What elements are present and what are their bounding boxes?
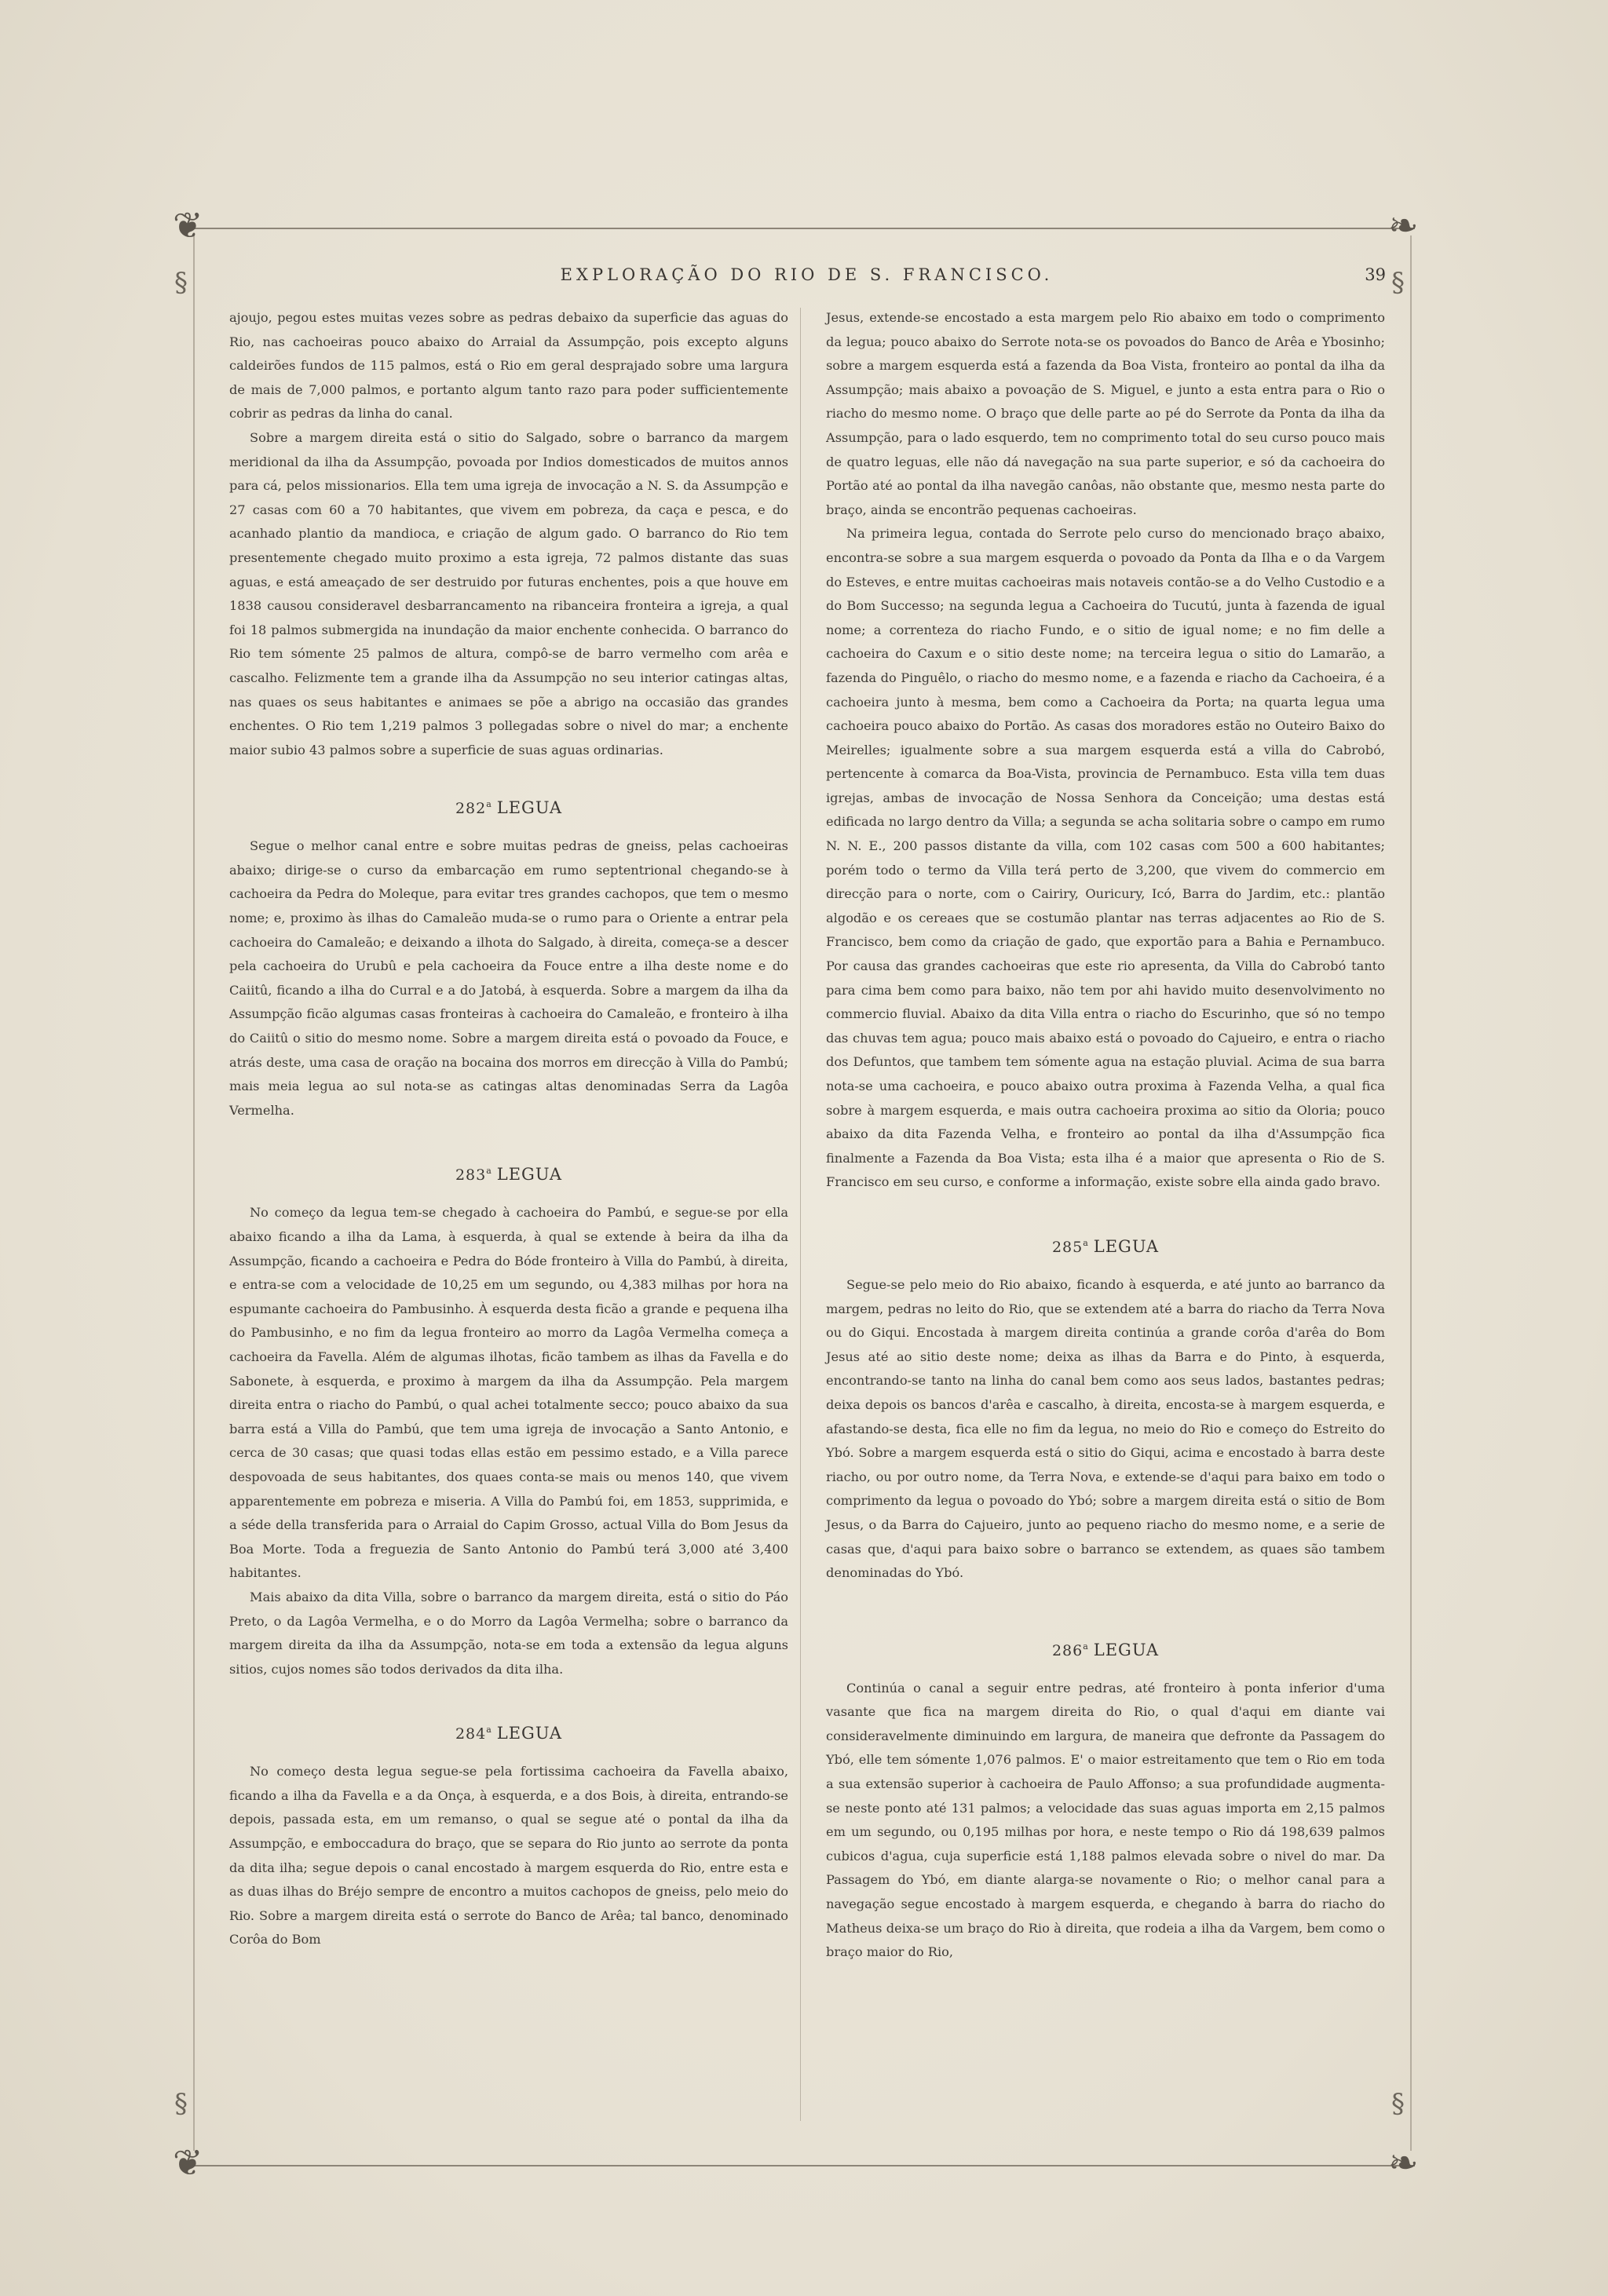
running-header: [228, 265, 1386, 297]
border-right-rule: [1410, 235, 1412, 2151]
paragraph: Segue-se pelo meio do Rio abaixo, ficando à esquerda, e até junto ao barranco da margem, pedras no leito do Rio, que se extendem até a barra do riacho da Terra Nova ou do Giqui. Encostada à margem direita continúa a grande corôa d'arêa do Bom Jesus até ao sitio deste nome; deixa as ilhas da Barra e do Pinto, à esquerda, encontrando-se tanto na linha do canal bem como aos seus lados, bastantes pedras; deixa depois os bancos d'arêa e cascalho, à direita, encosta-se à margem esquerda, e afastando-se desta, fica elle no fim da legua, no meio do Rio e começo do Estreito do Ybó. Sobre a margem esquerda está o sitio do Giqui, acima e encostado à barra deste riacho, ou por outro nome, da Terra Nova, e extende-se d'aqui para baixo em todo o comprimento da legua o povoado do Ybó; sobre a margem direita está o sitio de Bom Jesus, o da Barra do Cajueiro, junto ao pequeno riacho do mesmo nome, e a serie de casas que, d'aqui para baixo sobre o barranco se extendem, as quaes são tambem denominadas do Ybó.: [826, 1276, 1385, 1581]
section-heading-283: 283$^a$ LEGUA: [455, 1165, 563, 1185]
section-heading-282: 282$^a$ LEGUA: [455, 798, 563, 818]
corner-flourish-icon: ❦: [173, 204, 203, 246]
page-number: 39: [1365, 265, 1386, 284]
paragraph: No começo desta legua segue-se pela fortissima cachoeira da Favella abaixo, ficando a ilha da Favella e a da Onça, à esquerda, e a dos Bois, à direita, entrando-se depois, passada esta, em um remanso, o qual se segue até o pontal da ilha da Assumpção, e emboccadura do braço, que se separa do Rio junto ao serrote da ponta da dita ilha; segue depois o canal encostado à margem esquerda do Rio, entre esta e as duas ilhas do Bréjo sempre de encontro a muitos cachopos de gneiss, pelo meio do Rio. Sobre a margem direita está o serrote do Banco de Arêa; tal banco, denominado Corôa do Bom: [229, 1764, 788, 1947]
paragraph: Sobre a margem direita está o sitio do Salgado, sobre o barranco da margem meridional da ilha da Assumpção, povoada por Indios domesticados de muitos annos para cá, pelos missionarios. Ella tem uma igreja de invocação a N. S. da Assumpção e 27 casas com 60 a 70 habitantes, que vivem em pobreza, da caça e pesca, e do acanhado plantio da mandioca, e criação de algum gado. O barranco do Rio tem presentemente chegado muito proximo a esta igreja, 72 palmos distante das suas aguas, e está ameaçado de ser destruido por futuras enchentes, pois a que houve em 1838 causou consideravel desbarrancamento na ribanceira fronteira a igreja, a qual foi 18 palmos submergida na inundação da maior enchente conhecida. O barranco do Rio tem sómente 25 palmos de altura, compô-se de barro vermelho com arêa e cascalho. Felizmente tem a grande ilha da Assumpção no seu interior catingas altas, nas quaes os seus habitantes e animaes se põe a abrigo na occasião das grandes enchentes. O Rio tem 1,219 palmos 3 pollegadas sobre o nivel do mar; a enchente maior subio 43 palmos sobre a superficie de suas aguas ordinarias.: [229, 429, 788, 757]
paragraph: Continúa o canal a seguir entre pedras, até fronteiro à ponta inferior d'uma vasante que fica na margem direita do Rio, o qual d'aqui em diante vai consideravelmente diminuindo em largura, de maneira que defronte da Passagem do Ybó, elle tem sómente 1,076 palmos. E' o maior estreitamento que tem o Rio em toda a sua extensão superior à cachoeira de Paulo Affonso; a sua profundidade augmenta-se neste ponto até 131 palmos; a velocidade das suas aguas importa em 2,15 palmos em um segundo, ou 0,195 milhas por hora, e neste tempo o Rio dá 198,639 palmos cubicos d'agua, cuja superficie está 1,188 palmos elevada sobre o nivel do mar. Da Passagem do Ybó, em diante alarga-se novamente o Rio; o melhor canal para a navegação segue encostado à margem esquerda, e chegando à barra do riacho do Matheus deixa-se um braço do Rio à direita, que rodeia a ilha da Vargem, bem como o braço maior do Rio,: [826, 1680, 1385, 1960]
corner-flourish-icon: ❧: [1388, 204, 1419, 246]
left-column: [229, 306, 788, 1952]
section-heading-286: 286$^a$ LEGUA: [1051, 1640, 1160, 1659]
border-top-rule: [182, 228, 1415, 229]
side-flourish-icon: §: [174, 267, 188, 298]
paragraph: No começo da legua tem-se chegado à cachoeira do Pambú, e segue-se por ella abaixo ficando a ilha da Lama, à esquerda, à qual se extende à beira da ilha da Assumpção, ficando a cachoeira e Pedra do Bóde fronteiro à Villa do Pambú, à direita, e entra-se com a velocidade de 10,25 em um segundo, ou 4,383 milhas por hora na espumante cachoeira do Pambusinho. À esquerda desta ficão a grande e pequena ilha do Pambusinho, e no fim da legua fronteiro ao morro da Lagôa Vermelha começa a cachoeira da Favella. Além de algumas ilhotas, ficão tambem as ilhas da Favella e do Sabonete, à esquerda, e proximo à margem da ilha da Assumpção. Pela margem direita entra o riacho do Pambú, o qual achei totalmente secco; pouco abaixo da sua barra está a Villa do Pambú, que tem uma igreja de invocação a Santo Antonio, e cerca de 30 casas; que quasi todas ellas estão em pessimo estado, e a Villa parece despovoada de seus habitantes, dos quaes conta-se mais ou menos 140, que vivem apparentemente em pobreza e miseria. A Villa do Pambú foi, em 1853, supprimida, e a séde della transferida para o Arraial do Capim Grosso, actual Villa do Bom Jesus da Boa Morte. Toda a freguezia de Santo Antonio do Pambú terá 3,000 até 3,400 habitantes.: [229, 1205, 788, 1581]
corner-flourish-icon: ❦: [173, 2141, 203, 2184]
paragraph: Na primeira legua, contada do Serrote pelo curso do mencionado braço abaixo, encontra-se sobre a sua margem esquerda o povoado da Ponta da Ilha e o da Vargem do Esteves, e entre muitas cachoeiras mais notaveis contão-se a do Velho Custodio e a do Bom Successo; na segunda legua a Cachoeira do Tucutú, junta à fazenda de igual nome; a correnteza do riacho Fundo, e o sitio de igual nome; e no fim delle a cachoeira do Caxum e o sitio deste nome; na terceira legua o sitio do Lamarão, a fazenda do Pinguêlo, o riacho do mesmo nome, e a fazenda e riacho da Cachoeira, é a cachoeira junto à mesma, bem como a Cachoeira da Porta; na quarta legua uma cachoeira pouco abaixo do Portão. As casas dos moradores estão no Outeiro Baixo do Meirelles; igualmente sobre a sua margem esquerda está a villa do Cabrobó, pertencente à comarca da Boa-Vista, provincia de Pernambuco. Esta villa tem duas igrejas, ambas de invocação de Nossa Senhora da Conceição; uma destas está edificada no largo dentro da Villa; a segunda se acha solitaria sobre o campo em rumo N. N. E., 200 passos distante da villa, com 102 casas com 500 a 600 habitantes; porém todo o termo da Villa terá perto de 3,200, que vivem do commercio em direcção para o norte, com o Cairiry, Ouricury, Icó, Barra do Jardim, etc.: plantão algodão e os cereaes que se costumão plantar nas terras adjacentes ao Rio de S. Francisco, bem como da criação de gado, que exportão para a Bahia e Pernambuco. Por causa das grandes cachoeiras que este rio apresenta, da Villa do Cabrobó tanto para cima bem como para baixo, não tem por ahi havido muito desenvolvimento no commercio fluvial. Abaixo da dita Villa entra o riacho do Escurinho, que só no tempo das chuvas tem agua; pouco mais abaixo está o povoado do Cajueiro, e entra o riacho dos Defuntos, que tambem tem sómente agua na estação pluvial. Acima de sua barra nota-se uma cachoeira, e pouco abaixo outra proxima à Fazenda Velha, a qual fica sobre à margem esquerda, e mais outra cachoeira proxima ao sitio da Oloria; pouco abaixo da dita Fazenda Velha, e fronteiro ao pontal da ilha d'Assumpção fica finalmente a Fazenda da Boa Vista; esta ilha é a maior que apresenta o Rio de S. Francisco em seu curso, e conforme a informação, existe sobre ella ainda gado bravo.: [826, 526, 1385, 1190]
section-heading-285: 285$^a$ LEGUA: [1051, 1236, 1160, 1256]
side-flourish-icon: §: [1391, 267, 1405, 298]
column-divider: [800, 308, 801, 2121]
corner-flourish-icon: ❧: [1388, 2141, 1419, 2184]
paragraph: Jesus, extende-se encostado a esta margem pelo Rio abaixo em todo o comprimento da legua; pouco abaixo do Serrote nota-se os povoados do Banco de Arêa e Ybosinho; sobre a margem esquerda está a fazenda da Boa Vista, fronteiro ao pontal da ilha da Assumpção; mais abaixo a povoação de S. Miguel, e junto a esta entra para o Rio o riacho do mesmo nome. O braço que delle parte ao pé do Serrote da Ponta da ilha da Assumpção, para o lado esquerdo, tem no comprimento total do seu curso pouco mais de quatro leguas, elle não dá navegação na sua parte superior, e só da cachoeira do Portão até ao pontal da ilha navegão canôas, não obstante que, mesmo nesta parte do braço, ainda se encontrão pequenas cachoeiras.: [826, 310, 1385, 517]
running-title: EXPLORAÇÃO DO RIO DE S. FRANCISCO.: [560, 265, 1054, 284]
border-bottom-rule: [182, 2165, 1415, 2166]
paragraph: ajoujo, pegou estes muitas vezes sobre as pedras debaixo da superficie das aguas do Rio, nas cachoeiras pouco abaixo do Arraial da Assumpção, pois excepto alguns caldeirões fundos de 115 palmos, está o Rio em geral desprajado sobre uma largura de mais de 7,000 palmos, e portanto algum tanto razo para poder sufficientemente cobrir as pedras da linha do canal.: [229, 310, 788, 422]
section-heading-284: 284$^a$ LEGUA: [455, 1724, 563, 1743]
right-column: [826, 306, 1385, 1965]
paragraph: Segue o melhor canal entre e sobre muitas pedras de gneiss, pelas cachoeiras abaixo; dirige-se o curso da embarcação em rumo septentrional chegando-se à cachoeira da Pedra do Moleque, para evitar tres grandes cachopos, que tem o mesmo nome; e, proximo às ilhas do Camaleão muda-se o rumo para o Oriente a entrar pela cachoeira do Camaleão; e deixando a ilhota do Salgado, à direita, começa-se a descer pela cachoeira do Urubû e pela cachoeira da Fouce entre a ilha deste nome e do Caiitû, ficando a ilha do Curral e a do Jatobá, à esquerda. Sobre a margem da ilha da Assumpção ficão algumas casas fronteiras à cachoeira do Camaleão, e fronteiro à ilha do Caiitû o sitio do mesmo nome. Sobre a margem direita está o povoado da Fouce, e atrás deste, uma casa de oração na bocaina dos morros em direcção à Villa do Pambú; mais meia legua ao sul nota-se as catingas altas denominadas Serra da Lagôa Vermelha.: [229, 838, 788, 1118]
side-flourish-icon: §: [1391, 2088, 1405, 2119]
border-left-rule: [193, 235, 195, 2151]
side-flourish-icon: §: [174, 2088, 188, 2119]
paragraph: Mais abaixo da dita Villa, sobre o barranco da margem direita, está o sitio do Páo Preto, o da Lagôa Vermelha, e o do Morro da Lagôa Vermelha; sobre o barranco da margem direita da ilha da Assumpção, nota-se em toda a extensão da legua alguns sitios, cujos nomes são todos derivados da dita ilha.: [229, 1589, 788, 1677]
